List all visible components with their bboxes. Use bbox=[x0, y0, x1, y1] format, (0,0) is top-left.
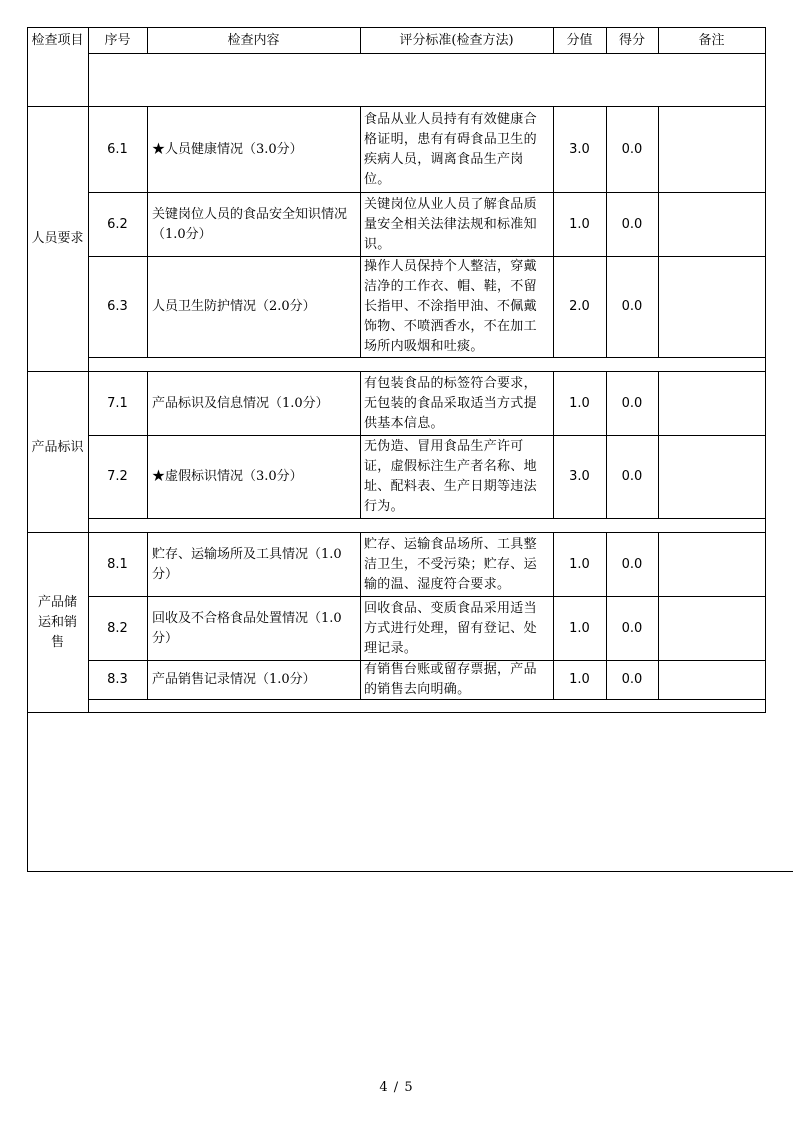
row-criteria: 操作人员保持个人整洁，穿戴洁净的工作衣、帽、鞋，不留长指甲、不涂指甲油、不佩戴饰物、不喷洒香水，不在加工场所内吸烟和吐痰。 bbox=[364, 259, 537, 354]
category-cell: 产品标识 bbox=[31, 440, 84, 455]
row-content: 回收及不合格食品处置情况（1.0分） bbox=[152, 610, 342, 646]
row-got: 0.0 bbox=[621, 299, 643, 314]
header-criteria: 评分标准(检查方法) bbox=[399, 33, 514, 48]
row-score: 1.0 bbox=[569, 672, 590, 687]
row-criteria: 无伪造、冒用食品生产许可证，虚假标注生产者名称、地址、配料表、生产日期等违法行为。 bbox=[364, 439, 537, 514]
row-score: 1.0 bbox=[569, 395, 590, 411]
row-criteria: 回收食品、变质食品采用适当方式进行处理，留有登记、处理记录。 bbox=[364, 600, 537, 656]
table-rule bbox=[147, 106, 148, 358]
table-rule bbox=[360, 371, 361, 519]
row-got: 0.0 bbox=[621, 395, 643, 411]
row-criteria: 有销售台账或留存票据，产品的销售去向明确。 bbox=[364, 662, 537, 697]
row-criteria: 关键岗位从业人员了解食品质量安全相关法律法规和标准知识。 bbox=[364, 196, 537, 252]
row-content: ★虚假标识情况（3.0分） bbox=[152, 469, 303, 484]
row-content: ★人员健康情况（3.0分） bbox=[152, 141, 303, 157]
table-rule bbox=[147, 371, 148, 519]
header-category: 检查项目 bbox=[31, 33, 84, 48]
row-number: 7.2 bbox=[107, 469, 128, 484]
row-score: 3.0 bbox=[569, 141, 590, 157]
category-cell: 人员要求 bbox=[31, 231, 84, 246]
row-got: 0.0 bbox=[621, 556, 643, 572]
row-content: 产品标识及信息情况（1.0分） bbox=[152, 395, 329, 411]
row-content: 贮存、运输场所及工具情况（1.0分） bbox=[152, 546, 342, 582]
table-rule bbox=[360, 532, 361, 700]
row-got: 0.0 bbox=[621, 141, 643, 157]
row-number: 6.1 bbox=[107, 141, 128, 157]
row-content: 产品销售记录情况（1.0分） bbox=[152, 672, 316, 687]
table-rule bbox=[27, 712, 765, 713]
page-number: 4 / 5 bbox=[379, 1080, 414, 1095]
table-rule bbox=[658, 106, 659, 358]
row-got: 0.0 bbox=[621, 620, 643, 636]
table-rule bbox=[147, 532, 148, 700]
table-rule bbox=[27, 871, 793, 872]
table-rule bbox=[360, 106, 361, 358]
header-remark: 备注 bbox=[698, 33, 725, 48]
row-number: 6.2 bbox=[107, 216, 128, 232]
row-number: 8.3 bbox=[107, 672, 128, 687]
table-rule bbox=[88, 518, 765, 519]
row-number: 8.2 bbox=[107, 620, 128, 636]
row-got: 0.0 bbox=[621, 469, 643, 484]
table-rule bbox=[88, 699, 765, 700]
category-cell: 产品储运和销售 bbox=[37, 594, 77, 650]
row-score: 3.0 bbox=[569, 469, 590, 484]
row-got: 0.0 bbox=[621, 672, 643, 687]
table-rule bbox=[765, 27, 766, 713]
row-score: 2.0 bbox=[569, 299, 590, 314]
row-number: 7.1 bbox=[107, 395, 128, 411]
header-no: 序号 bbox=[104, 33, 131, 48]
row-content: 关键岗位人员的食品安全知识情况（1.0分） bbox=[152, 206, 348, 242]
row-got: 0.0 bbox=[621, 216, 643, 232]
row-score: 1.0 bbox=[569, 216, 590, 232]
table-rule bbox=[658, 532, 659, 700]
row-number: 8.1 bbox=[107, 556, 128, 572]
header-content: 检查内容 bbox=[227, 33, 280, 48]
row-criteria: 有包装食品的标签符合要求，无包装的食品采取适当方式提供基本信息。 bbox=[364, 375, 537, 431]
header-score: 分值 bbox=[566, 33, 593, 48]
table-rule bbox=[658, 371, 659, 519]
row-content: 人员卫生防护情况（2.0分） bbox=[152, 299, 316, 314]
table-rule bbox=[88, 357, 765, 358]
row-number: 6.3 bbox=[107, 299, 128, 314]
row-criteria: 食品从业人员持有有效健康合格证明，患有有碍食品卫生的疾病人员，调离食品生产岗位。 bbox=[364, 111, 537, 187]
row-score: 1.0 bbox=[569, 556, 590, 572]
header-got: 得分 bbox=[618, 33, 645, 48]
row-score: 1.0 bbox=[569, 620, 590, 636]
row-criteria: 贮存、运输食品场所、工具整洁卫生，不受污染；贮存、运输的温、湿度符合要求。 bbox=[364, 536, 537, 592]
